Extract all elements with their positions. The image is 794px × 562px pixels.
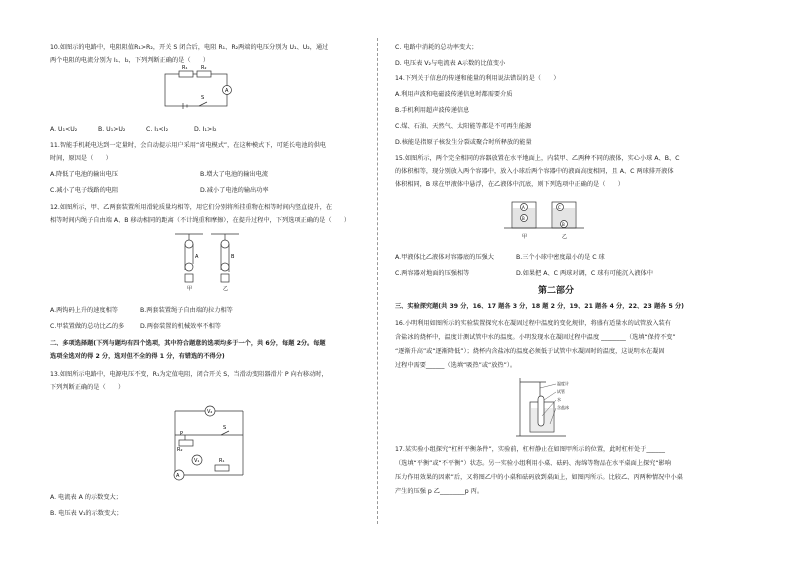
svg-text:S: S: [201, 95, 205, 101]
q13-option-a[interactable]: A. 电流表 A 的示数变大；: [50, 494, 122, 501]
q12-option-c[interactable]: C.甲装置做的总功比乙的多: [50, 323, 125, 330]
svg-text:C: C: [558, 205, 561, 210]
q16-line-2: 含盐冰的烧杯中，温度计测试管中水的温度。小明发现水在凝固过程中温度 ________（选填“保持不变”: [395, 334, 676, 341]
q16-line-4: 过程中需要______（选填“吸热”或“放热”）。: [395, 362, 517, 369]
svg-text:A: A: [522, 205, 525, 210]
q14-stem: 14.下列关于信息的传递和能量的利用说法错误的是（ ）: [395, 75, 560, 82]
q11-option-b[interactable]: B.增大了电池的输出电流: [200, 171, 269, 178]
q13-stem-2: 下列判断正确的是（ ）: [50, 384, 125, 391]
q12-option-a[interactable]: A.两钩码上升的速度相等: [50, 307, 118, 314]
svg-text:B: B: [522, 216, 525, 221]
q13-option-d[interactable]: D. 电压表 V₂与电流表 A示数的比值变小: [395, 60, 506, 67]
q12-option-d[interactable]: D.两套装置的机械效率不相等: [140, 323, 221, 330]
q10-stem: 10.如图示的电路中，电阻阻值R₁>R₂，开关 S 闭合后，电阻 R₁、R₂两端的电压分别为 U₁、U₂，通过: [50, 44, 329, 51]
q12-fig-label-yi: 乙: [223, 286, 229, 292]
svg-text:A: A: [195, 254, 199, 260]
q15-stem-2: 的体积相等，现分别放入两个容器中，放入小球后两个容器中的液面高度相同，且 A、C 两球排开液体: [395, 168, 674, 175]
q15-stem-3: 体积相同，B 球在甲液体中悬浮，在乙液体中沉底，则下列选项中正确的是（ ）: [395, 181, 624, 188]
q15-fig-label-jia: 甲: [522, 234, 528, 240]
svg-text:P: P: [180, 431, 184, 437]
q10-circuit-diagram: [165, 65, 245, 114]
svg-text:V₁: V₁: [194, 458, 200, 464]
q12-stem-2: 相等时间内绳子自由端 A、B 移动相同的距离（不计绳重和摩擦），在提升过程中，下列选项正确的是（ ）: [50, 217, 351, 224]
q12-option-b[interactable]: B.两套装置绳子自由端的拉力相等: [140, 307, 233, 314]
q17-line-2: （选填“平衡”或“不平衡”）状态。另一实验小组利用小桌、砝码、海绵等物品在水平桌面上探究“影响: [395, 460, 671, 467]
q16-label-water: 水: [557, 397, 561, 402]
q15-option-b[interactable]: B.三个小球中密度最小的是 C 球: [516, 254, 605, 261]
q13-stem: 13.如图所示电路中，电源电压不变，R₁为定值电阻，闭合开关 S，当滑动变阻器滑片 P 向右移动时，: [50, 371, 328, 378]
q16-label-test-tube: 试管: [557, 389, 565, 394]
q13-option-c[interactable]: C. 电路中消耗的总功率变大；: [395, 44, 478, 51]
q17-line-3: 压力作用效果的因素”后，又将图乙中的小桌和砝码放到桌面上，如图丙所示。比较乙、丙两种情况中小桌: [395, 474, 683, 481]
section-2-heading: 二、多项选择题(下列与题均有四个选项，其中符合题意的选项均多于一个，共 6分，每题 2分。每题: [50, 340, 326, 347]
q16-line-1: 16.小明利用如图所示的实验装置探究水在凝固过程中温度的变化规律，将盛有适量水的试管放入装有: [395, 320, 671, 327]
svg-text:R₂: R₂: [177, 447, 183, 453]
q16-line-3: “逐渐升高”或“逐渐降低”）；烧杯内含盐冰的温度必须低于试管中水凝固时的温度，这说明水在凝固: [395, 348, 665, 355]
q12-pulley-diagram: [175, 234, 255, 292]
q12-stem: 12.如图所示，甲、乙两套装置所用滑轮质量均相等，用它们分别将所挂重物在相等时间内竖直提升，在: [50, 204, 333, 211]
q10-stem-2: 两个电阻的电流分别为 I₁、I₂，下列判断正确的是（ ）: [50, 57, 210, 64]
q15-option-c[interactable]: C.两容器对地面的压强相等: [395, 270, 470, 277]
q17-line-1: 17.某实验小组探究“杠杆平衡条件”，实验前，杠杆静止在如图甲所示的位置，此时杠杆处于______: [395, 446, 665, 453]
q11-option-a[interactable]: A.降低了电池的输出电压: [50, 171, 118, 178]
svg-text:R₂: R₂: [201, 65, 207, 71]
q15-containers-diagram: [512, 198, 592, 243]
svg-text:B: B: [231, 254, 235, 260]
q15-option-a[interactable]: A.甲液体比乙液体对容器底的压强大: [395, 254, 494, 261]
svg-text:B: B: [562, 222, 565, 227]
q11-option-c[interactable]: C.减小了电子线路的电阻: [50, 187, 119, 194]
q11-stem-2: 时间，原因是（ ）: [50, 155, 112, 162]
q16-label-thermometer: 温度计: [557, 381, 569, 386]
svg-text:S: S: [223, 425, 227, 431]
q14-option-a[interactable]: A.利用声波和电磁波传递信息时都需要介质: [395, 91, 513, 98]
q11-stem: 11.智能手机耗电达到一定量时，会自动提示用户采用“省电模式”，在这种模式下，可延长电池的供电: [50, 142, 327, 149]
svg-text:A: A: [176, 473, 180, 479]
svg-text:R₁: R₁: [182, 65, 188, 71]
q10-option-a[interactable]: A. U₁<U₂: [50, 126, 78, 133]
section-3-heading: 三、实验探究题(共 39 分，16、17 题各 3 分，18 题 2 分，19、21 题各 4 分，22、23 题各 5 分): [395, 303, 684, 310]
q17-line-4: 产生的压强 p 乙________p 丙。: [395, 488, 484, 495]
q10-option-b[interactable]: B. U₁>U₂: [98, 126, 126, 133]
section-2-heading-2: 选项全选对的得 2 分，选对但不全的得 1 分，有错选的不得分): [50, 353, 225, 360]
q10-option-d[interactable]: D. I₁>I₂: [194, 126, 217, 133]
svg-text:R₁: R₁: [219, 458, 225, 464]
q13-circuit-diagram: [165, 405, 255, 485]
q16-apparatus-diagram: [516, 378, 596, 440]
q15-option-d[interactable]: D.如果把 A、C 两球对调，C 球有可能沉入液体中: [516, 270, 653, 277]
q14-option-c[interactable]: C.煤、石油、天然气、太阳能等都是不可再生能源: [395, 123, 532, 130]
q15-stem: 15.如图所示，两个完全相同的容器放置在水平地面上，内装甲、乙两种不同的液体，实心小球 A、B、C: [395, 155, 680, 162]
part-2-title: 第二部分: [538, 286, 575, 296]
q14-option-b[interactable]: B.手机利用超声波传递信息: [395, 107, 470, 114]
q11-option-d[interactable]: D.减小了电池的输出功率: [200, 187, 269, 194]
q13-option-b[interactable]: B. 电压表 V₁的示数变大；: [50, 510, 123, 517]
q12-fig-label-jia: 甲: [187, 286, 193, 292]
svg-text:A: A: [225, 88, 229, 94]
svg-text:V₂: V₂: [207, 409, 213, 415]
q14-option-d[interactable]: D.核能是指原子核发生分裂或聚合时所释放的能量: [395, 139, 532, 146]
q15-fig-label-yi: 乙: [562, 234, 568, 240]
q10-option-c[interactable]: C. I₁<I₂: [146, 126, 169, 133]
column-divider: [377, 38, 378, 524]
q16-label-salt-ice: 含盐冰: [557, 405, 569, 410]
